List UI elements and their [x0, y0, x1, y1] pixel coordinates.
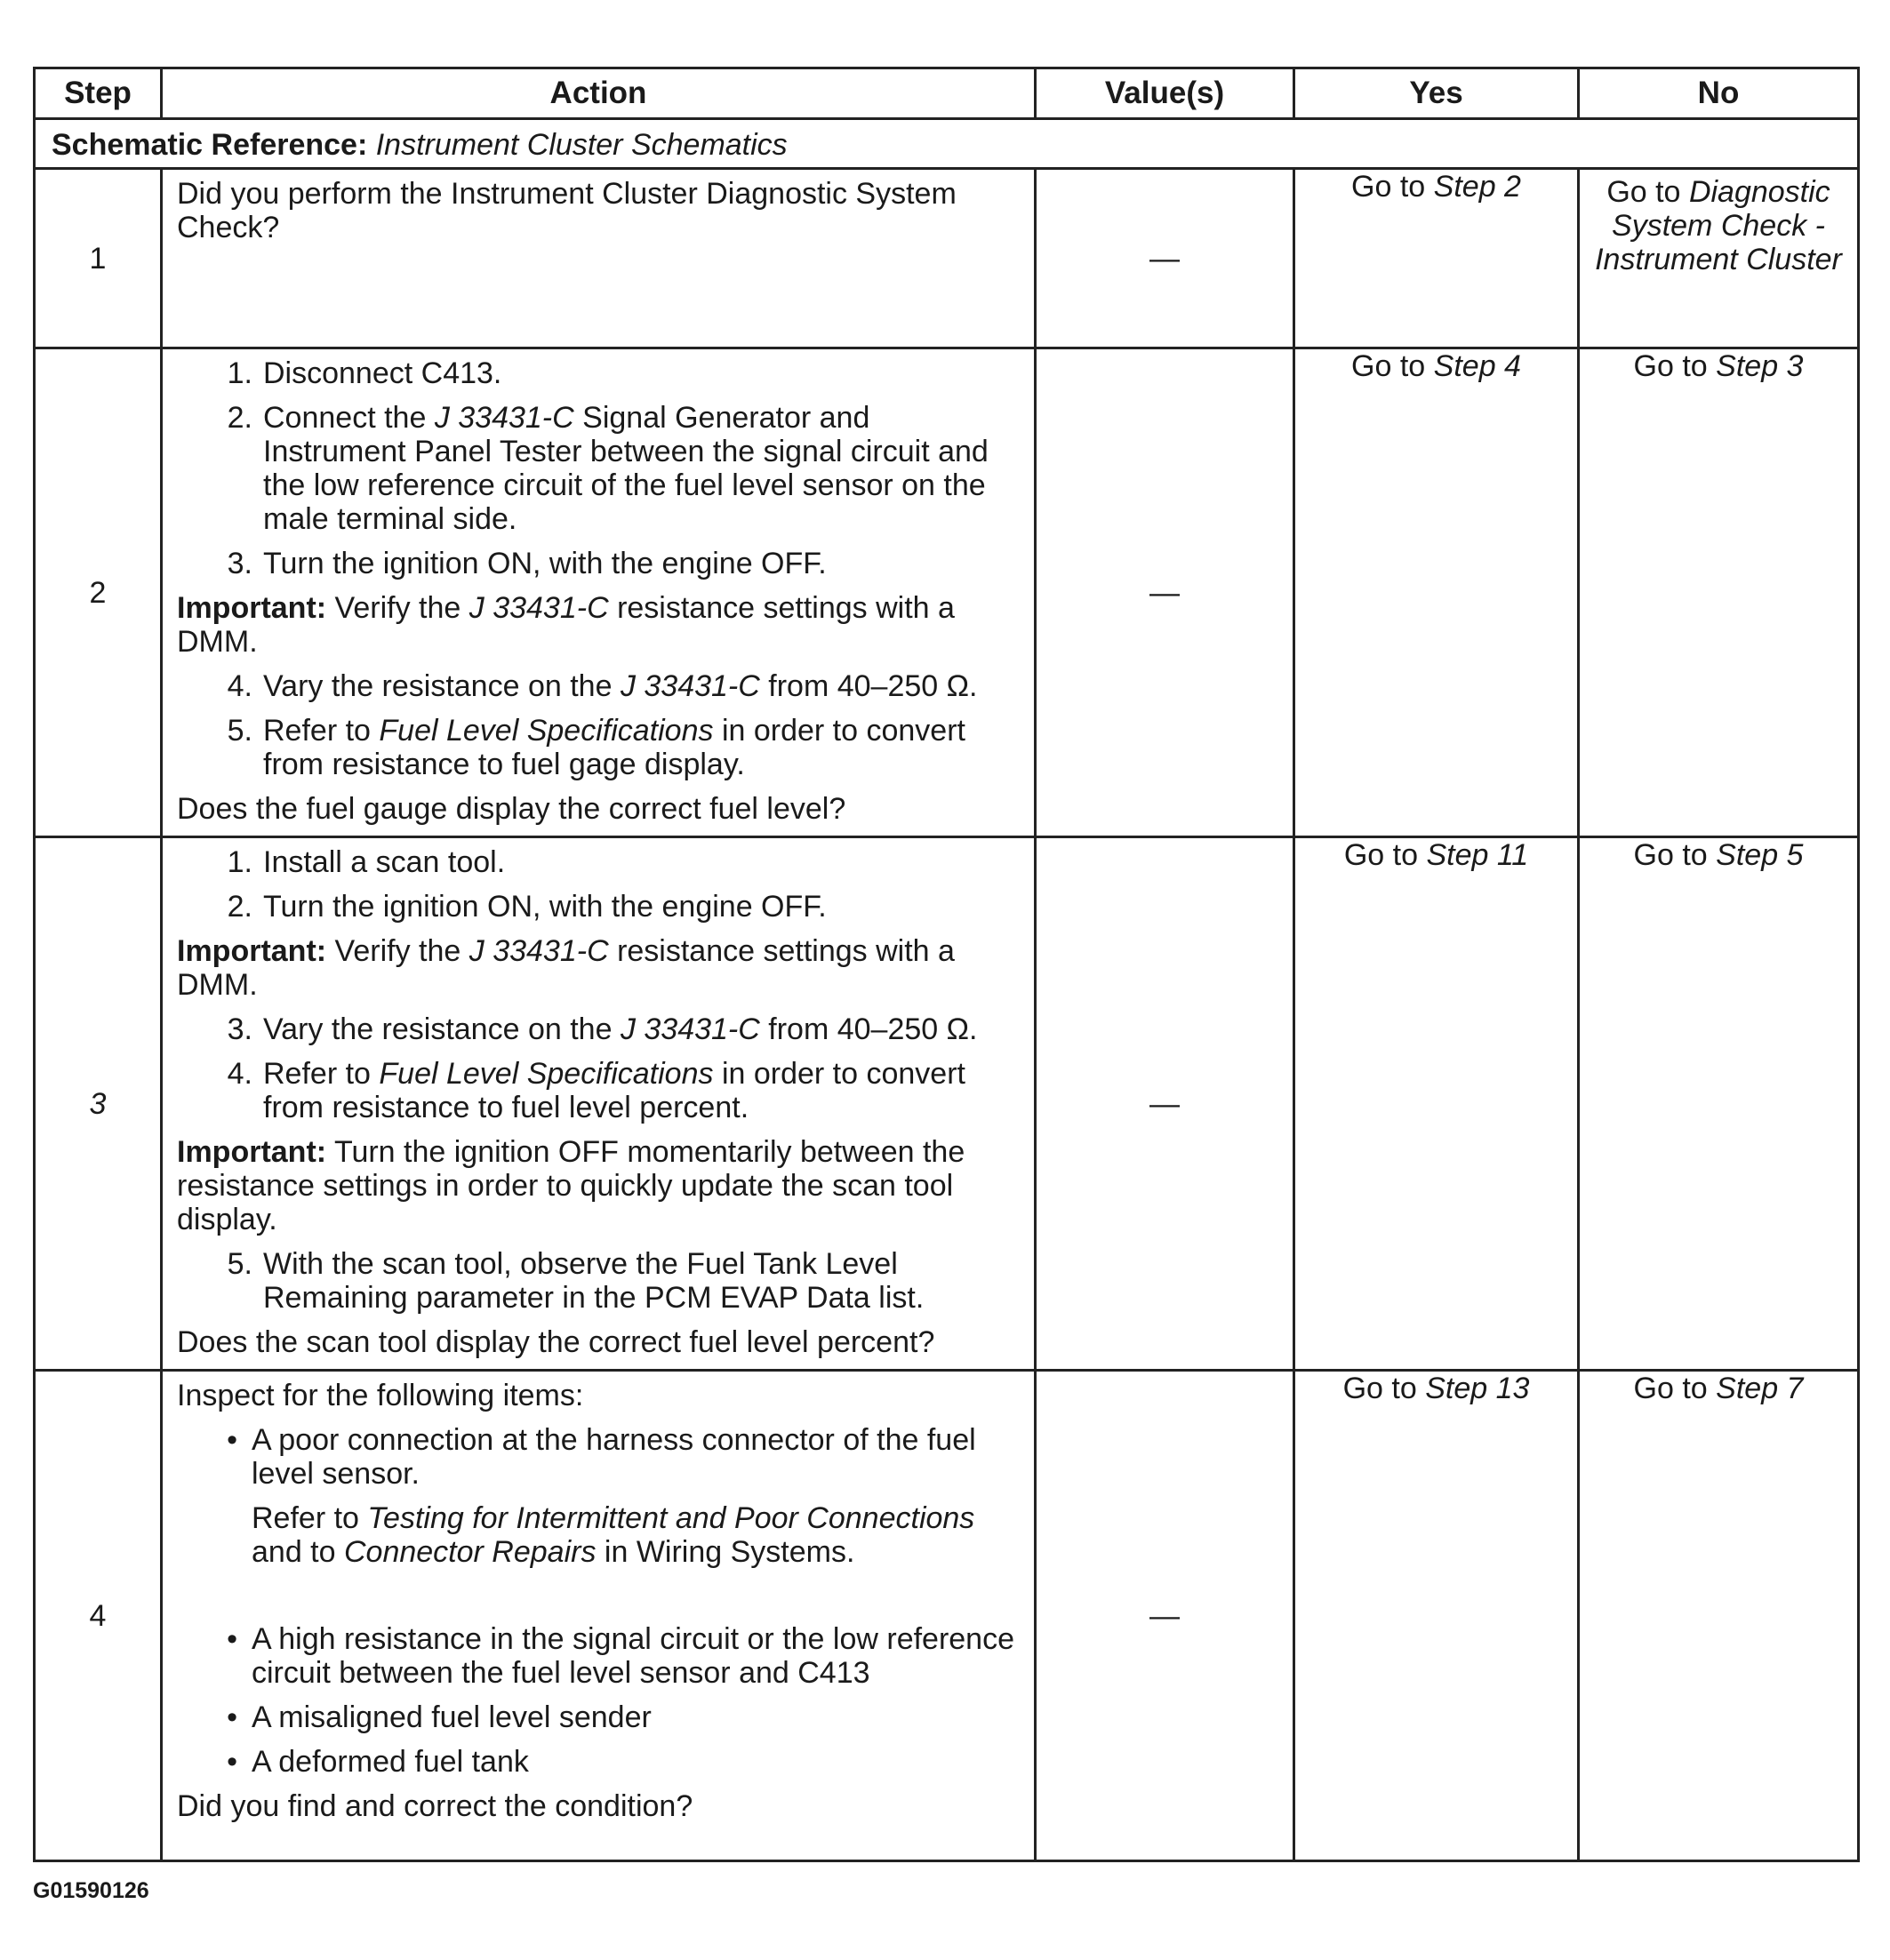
procedure-steps: [177, 845, 1018, 924]
no-prefix: Go to: [1633, 349, 1708, 383]
yes-cell: [1294, 837, 1579, 1371]
bullet-icon: •: [227, 1622, 237, 1656]
no-cell: [1579, 1371, 1859, 1861]
header-no: No: [1579, 68, 1859, 119]
yes-target-link[interactable]: Step 2: [1433, 170, 1521, 204]
value-cell: —: [1036, 348, 1294, 837]
action-cell: [162, 169, 1036, 348]
yes-cell: [1294, 169, 1579, 348]
action-cell: [162, 1371, 1036, 1861]
table-row: [35, 837, 1859, 1371]
header-row: [35, 68, 1859, 119]
procedure-step: 3. Turn the ignition ON, with the engine OFF.: [227, 547, 827, 580]
procedure-step: 5. With the scan tool, observe the Fuel Tank Level Remaining parameter in the PCM EVAP Data list.: [227, 1247, 925, 1315]
header-step: Step: [35, 68, 162, 119]
spec-reference-link[interactable]: Fuel Level Specifications: [379, 714, 714, 748]
schematic-reference-value: Instrument Cluster Schematics: [375, 127, 788, 162]
list-item: • A high resistance in the signal circuit or the low reference circuit between the fuel level sensor and C413: [177, 1622, 1018, 1690]
yes-target-link[interactable]: Step 4: [1433, 349, 1521, 383]
question: Does the scan tool display the correct fuel level percent?: [177, 1325, 935, 1359]
procedure-step: 4. Refer to Fuel Level Specifications in order to convert from resistance to fuel level percent.: [227, 1057, 965, 1124]
step-number: 4: [35, 1371, 162, 1861]
schematic-reference-label: Schematic Reference:: [52, 127, 368, 162]
yes-prefix: Go to: [1343, 838, 1419, 872]
bullet-icon: •: [227, 1745, 237, 1779]
list-item: • A poor connection at the harness connector of the fuel level sensor. Refer to Testing for Intermittent and Poor Connections and to Connector Repairs in Wiring Systems.: [177, 1423, 1018, 1612]
table-row: [35, 348, 1859, 837]
no-prefix: Go to: [1633, 1372, 1708, 1405]
step-number: 3: [35, 837, 162, 1371]
question: Does the fuel gauge display the correct fuel level?: [177, 792, 846, 826]
no-cell: [1579, 348, 1859, 837]
question: Did you perform the Instrument Cluster Diagnostic System Check?: [177, 177, 957, 244]
step-number: 1: [35, 169, 162, 348]
procedure-step: 2. Turn the ignition ON, with the engine OFF.: [227, 890, 827, 924]
action-cell: [162, 837, 1036, 1371]
procedure-steps: [177, 1247, 1018, 1315]
schematic-reference-row: [35, 119, 1859, 169]
schematic-reference: [35, 119, 1859, 169]
value-cell: —: [1036, 169, 1294, 348]
yes-cell: [1294, 348, 1579, 837]
header-yes: Yes: [1294, 68, 1579, 119]
wiring-reference: Refer to Testing for Intermittent and Poor Connections and to Connector Repairs in Wiring Systems.: [252, 1501, 975, 1569]
no-prefix: Go to: [1633, 838, 1708, 872]
no-cell: [1579, 837, 1859, 1371]
table-row: [35, 169, 1859, 348]
procedure-steps: [177, 669, 1018, 781]
no-cell: [1579, 169, 1859, 348]
procedure-step: 3. Vary the resistance on the J 33431-C from 40–250 Ω.: [227, 1012, 978, 1046]
testing-reference-link[interactable]: Testing for Intermittent and Poor Connections: [367, 1501, 975, 1535]
yes-cell: [1294, 1371, 1579, 1861]
figure-id: G01590126: [33, 1878, 149, 1903]
important-note: Important: Verify the J 33431-C resistance settings with a DMM.: [177, 934, 955, 1002]
value-cell: —: [1036, 837, 1294, 1371]
procedure-step: 2. Connect the J 33431-C Signal Generator and Instrument Panel Tester between the signal circuit and the low reference circuit of the fuel level sensor on the male terminal side.: [227, 401, 989, 536]
important-note: Important: Turn the ignition OFF momentarily between the resistance settings in order to quickly update the scan tool display.: [177, 1135, 965, 1236]
connector-repairs-link[interactable]: Connector Repairs: [343, 1535, 597, 1569]
procedure-step: 1. Disconnect C413.: [227, 356, 502, 390]
table-row: [35, 1371, 1859, 1861]
no-target-link[interactable]: Step 7: [1716, 1372, 1804, 1405]
step-number: 2: [35, 348, 162, 837]
yes-target-link[interactable]: Step 13: [1425, 1372, 1530, 1405]
bullet-icon: •: [227, 1700, 237, 1734]
yes-prefix: Go to: [1342, 1372, 1417, 1405]
procedure-step: 4. Vary the resistance on the J 33431-C from 40–250 Ω.: [227, 669, 978, 703]
header-values: Value(s): [1036, 68, 1294, 119]
no-target-link[interactable]: Step 5: [1716, 838, 1804, 872]
procedure-steps: [177, 1012, 1018, 1124]
procedure-steps: [177, 356, 1018, 580]
important-note: Important: Verify the J 33431-C resistance settings with a DMM.: [177, 591, 955, 659]
procedure-step: 1. Install a scan tool.: [227, 845, 506, 879]
header-action: Action: [162, 68, 1036, 119]
question: Did you find and correct the condition?: [177, 1789, 693, 1823]
list-item: • A misaligned fuel level sender: [177, 1700, 1018, 1734]
yes-prefix: Go to: [1351, 349, 1426, 383]
no-prefix: Go to: [1606, 175, 1681, 209]
spec-reference-link[interactable]: Fuel Level Specifications: [379, 1057, 714, 1091]
inspect-intro: Inspect for the following items:: [177, 1379, 584, 1412]
action-cell: [162, 348, 1036, 837]
yes-target-link[interactable]: Step 11: [1426, 838, 1529, 872]
inspection-list: [177, 1423, 1018, 1779]
no-target-link[interactable]: Diagnostic System Check - Instrument Cluster: [1595, 175, 1842, 276]
procedure-step: 5. Refer to Fuel Level Specifications in order to convert from resistance to fuel gage display.: [227, 714, 965, 781]
yes-prefix: Go to: [1351, 170, 1426, 204]
no-target-link[interactable]: Step 3: [1716, 349, 1804, 383]
diagnostic-table: [33, 67, 1860, 1862]
list-item: • A deformed fuel tank: [177, 1745, 1018, 1779]
bullet-icon: •: [227, 1423, 237, 1457]
value-cell: —: [1036, 1371, 1294, 1861]
